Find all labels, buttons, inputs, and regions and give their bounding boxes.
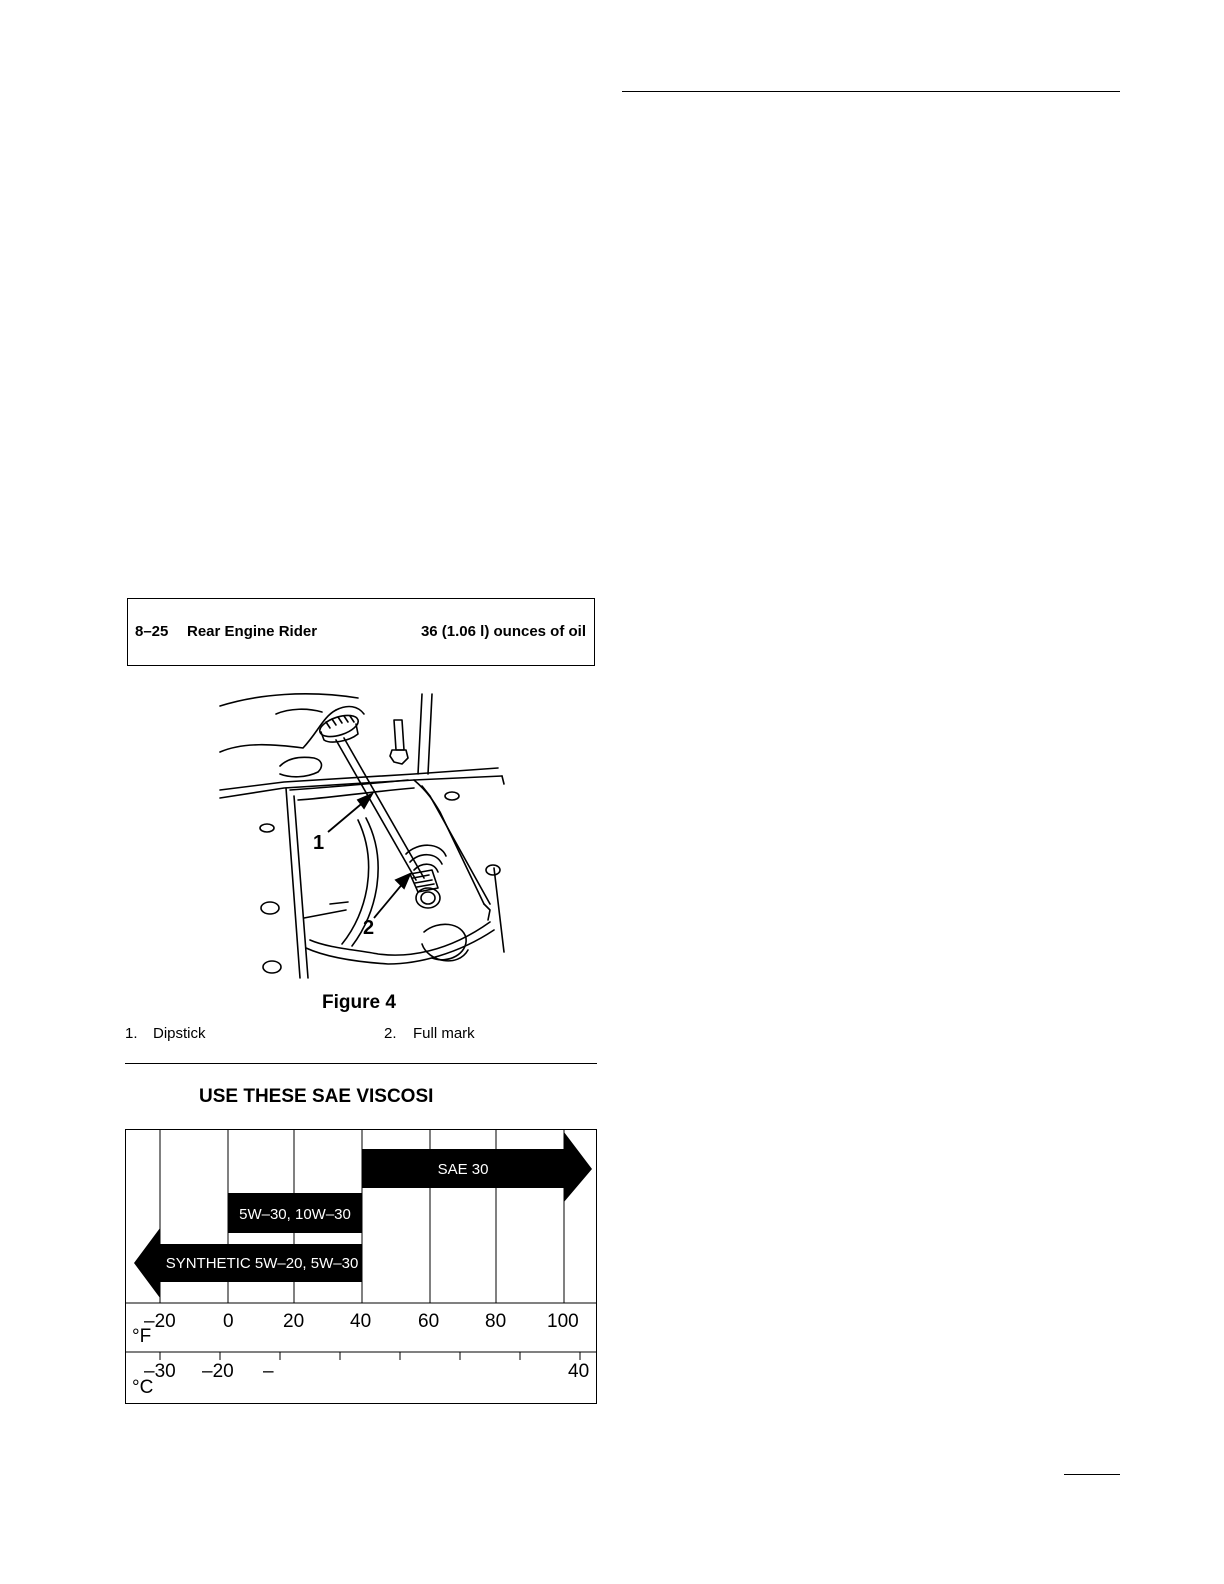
celsius-unit: °C (132, 1377, 154, 1398)
tick-f-40: 40 (350, 1311, 372, 1332)
viscosity-chart-graphics (126, 1130, 596, 1403)
legend-num-1: 1. (125, 1025, 138, 1042)
callout-2: 2 (363, 917, 375, 939)
tick-f-80: 80 (485, 1311, 507, 1332)
figure-title: Figure 4 (322, 992, 396, 1013)
legend-label-full-mark: Full mark (413, 1025, 475, 1042)
legend-num-2: 2. (384, 1025, 397, 1042)
header-rule (622, 91, 1120, 92)
tick-c-minus30: –30 (144, 1361, 176, 1382)
sae30-label: SAE 30 (437, 1161, 489, 1178)
multigrade-label: 5W–30, 10W–30 (239, 1206, 351, 1223)
capacity-model-name: Rear Engine Rider (187, 623, 318, 640)
viscosity-title: USE THESE SAE VISCOSI (199, 1086, 434, 1107)
capacity-model: 8–25 (135, 623, 169, 640)
synthetic-label: SYNTHETIC 5W–20, 5W–30 (165, 1255, 359, 1272)
capacity-amount: 36 (1.06 l) ounces of oil (420, 623, 586, 640)
tick-c-partial: – (263, 1361, 274, 1382)
tick-c-40: 40 (568, 1361, 590, 1382)
oil-capacity-table (127, 598, 595, 666)
fahrenheit-unit: °F (132, 1326, 152, 1347)
tick-f-100: 100 (547, 1311, 579, 1332)
section-rule (125, 1063, 597, 1064)
footer-rule (1064, 1474, 1120, 1475)
dipstick-illustration (218, 692, 506, 982)
callout-1: 1 (313, 832, 325, 854)
tick-f-minus20: –20 (144, 1311, 176, 1332)
tick-f-0: 0 (223, 1311, 234, 1332)
tick-f-20: 20 (283, 1311, 305, 1332)
tick-f-60: 60 (418, 1311, 440, 1332)
viscosity-chart (125, 1129, 597, 1404)
legend-label-dipstick: Dipstick (153, 1025, 206, 1042)
tick-c-minus20: –20 (202, 1361, 234, 1382)
